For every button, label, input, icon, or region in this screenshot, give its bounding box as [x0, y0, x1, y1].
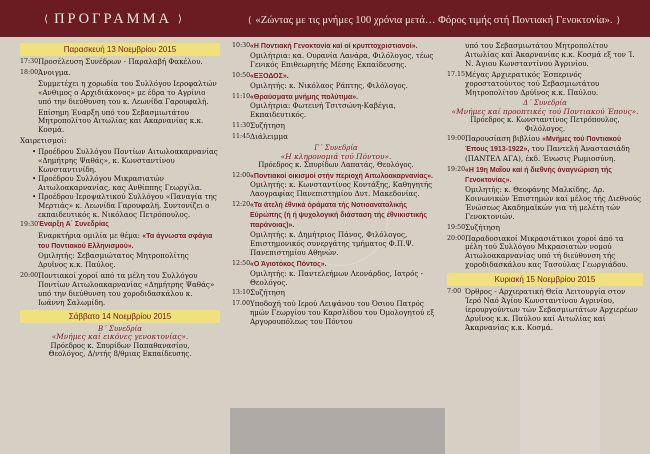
time: 17:30 — [20, 58, 39, 65]
schedule-row — [232, 72, 440, 91]
time: 7:00 — [447, 288, 462, 296]
time: 11:30 — [232, 122, 251, 130]
column-3 — [447, 42, 643, 335]
list-item-text: Προέδρου Συλλόγου Μικρασιατών Αιτωλοακαρνανίας, κας Ανθίππης Γεωργίλα. — [38, 173, 202, 192]
time: 19:30 — [20, 221, 39, 229]
session-title: «Μνήμες καί προοπτικές τού Ποντιακού Έπους». — [451, 106, 639, 116]
session-chair: Πρόεδρος κ. Σπυρίδων Λαπατάς, Θεολόγος. — [258, 161, 414, 170]
speaker: Ομιλητής: κ. Δημήτριος Πάνος, Φιλόλογος, Επιστημονικός συνεργάτης τμήματος Φ.Π.Ψ. Πανεπιστημίου Αθηνών. — [250, 230, 414, 257]
book-title: «Μνήμες τού Ποντιακού Έπους 1913-1922», — [465, 136, 622, 154]
session-chair-role: Φιλόλογος. — [524, 124, 566, 133]
session-label: Δ΄ Συνεδρία — [523, 99, 567, 108]
event-text: Συζήτηση — [250, 121, 285, 131]
schedule-row — [447, 71, 643, 98]
bullet-icon: • — [32, 191, 37, 201]
talk-title: «ΕΞΟΔΟΣ». — [250, 72, 289, 80]
ornament-right: ⟩ — [177, 13, 182, 25]
time: 12:50 — [232, 259, 251, 267]
time: 11:45 — [232, 133, 251, 141]
session-chair: Πρόεδρος κ. Κωνσταντίνος Πετρόπουλος, — [470, 116, 620, 125]
schedule-row — [232, 42, 440, 70]
schedule-row — [447, 224, 643, 233]
day-sunday: Κυριακή 15 Νοεμβρίου 2015 — [447, 273, 643, 286]
event-text: Ποντιακοί χοροί από τα μέλη του Συλλόγου Ποντίων Αιτωλοακαρνανίας «Δημήτρης Ψαθάς» υπό την διεύθυνση του χοροδιδασκάλου κ. Ιωάννη Σαλωμίδη. — [38, 270, 215, 307]
schedule-row — [232, 289, 440, 298]
schedule-row — [232, 172, 440, 200]
talk-title: «Η 19η Μαΐου καί ή διεθνής άναγνώριση τής Γενοκτονίας». — [465, 167, 612, 185]
time: 19:20 — [447, 166, 466, 174]
time: 12:00 — [232, 171, 251, 179]
session-title: «Μνήμες καί εικόνες γενοκτονίας». — [51, 332, 189, 342]
paragraph: υπό του Σεβασμιωτάτου Μητροπολίτου Αιτωλίας καί Άκαρνανίας κ.κ. Κοσμά εξ τον Ί. Ν. Άγιου Κωνσταντίνου Άγρινίου. — [465, 41, 635, 68]
time: 11:10 — [232, 92, 251, 100]
talk-title: «Θραύσματα μνήμης πολύτιμα». — [250, 93, 358, 101]
ornament-right: ⟩ — [616, 14, 621, 25]
list-item-text: Προέδρου Ιεροψαλτικού Συλλόγου «Παναγία της Μερτιάς» κ. Λεωνίδα Γαρουφαλή. Συντονίζει ο εκπαιδευτικός κ. Νικόλαος Πετρόπουλος. — [38, 191, 217, 219]
session-label: Γ΄ Συνεδρία — [314, 144, 358, 153]
speaker: Ομιλήτρια: Φωτεινή Τσιτσώνη-Καβέγια, Εκπαιδευτικός. — [250, 101, 396, 120]
ornament-left: ⟨ — [247, 14, 252, 25]
background-footer-graphic — [230, 408, 445, 454]
session-label: Β΄ Συνεδρία — [98, 324, 142, 333]
schedule-row — [20, 69, 220, 78]
schedule-row — [447, 235, 643, 271]
time: 20:00 — [447, 234, 466, 242]
schedule-row — [20, 272, 220, 308]
time: 19:00 — [447, 135, 466, 143]
time: 20:00 — [20, 271, 39, 279]
paragraph — [38, 232, 220, 252]
speaker: Ομιλητής: Σεβασμιώτατος Μητροπολίτης Δρυϊνος κ.κ. Παύλος. — [38, 251, 189, 270]
tagline-text: «Ζώντας με τις μνήμες 100 χρόνια μετά… Φόρος τιμής στή Ποντιακή Γενοκτονία». — [255, 14, 613, 26]
tagline — [222, 11, 646, 29]
talk-title: «Ποντιακοί οικισμοί στήν περιοχή Αιτωλοακαρνανίας». — [250, 172, 433, 180]
talk-title: «Τα άγνωστα σφάγια του Ποντιακού Ελληνισμού». — [38, 233, 213, 251]
talk-title: «Η Ποντιακή Γενοκτονία καί οί κρυπτοχριστιανοί». — [250, 43, 418, 50]
session-title: «Η κληρονομιά τού Πόντου». — [280, 151, 392, 161]
speaker: Ομιλήτρια: κα. Ουρανία Λανάρα, Φιλόλογος, τέως Γενικός Επιθεωρητής Μέσης Εκπαίδευσης. — [250, 50, 434, 69]
event-text: Υποδοχή τού Ιερού Λειψάνου του Όσιου Πατρός ημών Γεωργίου του Καρσλίδου του Όμολογητού εξ Αργυρουπόλεως του Πόντου — [250, 299, 435, 327]
column-2 — [232, 42, 440, 329]
schedule-row — [20, 58, 220, 67]
schedule-row — [232, 122, 440, 131]
speaker: Ομιλητής: κ. Νικόλαος Ράπτης, Φιλόλογος. — [250, 80, 408, 90]
session-chair: Πρόεδρος κ. Σπυρίδων Παπαθανασίου, — [50, 341, 190, 350]
event-text: Άνοιγμα. — [38, 67, 71, 77]
schedule-row — [232, 201, 440, 257]
day-saturday: Σάββατο 14 Νοεμβρίου 2015 — [20, 310, 220, 323]
header-bar — [0, 0, 650, 37]
schedule-row — [232, 93, 440, 121]
paragraph: Επίσημη Έναρξη υπό του Σεβασμιωτάτου Μητροπολίτου Αιτωλίας και Ακαρνανίας κ.κ. Κοσμά. — [38, 107, 204, 135]
time: 10:30 — [232, 42, 251, 49]
list-item-text: Προέδρου Συλλόγου Ποντίων Αιτωλοακαρνανίας «Δημήτρης Ψαθάς», κ. Κωνσταντίνου Κωνσταντινίδη. — [38, 147, 218, 174]
list-item — [32, 193, 220, 220]
speaker: Ομιλητής: κ. Παντελεήμων Λεονάρδος, Ιατρός - Θεολόγος. — [250, 268, 424, 287]
speaker: Όμιλητής: κ. Θεοφάνης Μαλκίδης, Δρ. Κοινωνικών Έπιστημών καί μέλος τής Διεθνούς Ένώσεως Ακαδημαϊκών για τή μελέτη τών Γενοκτονιών. — [465, 184, 641, 221]
session-heading: Έναρξη Α΄ Συνεδρίας — [38, 221, 109, 229]
schedule-row — [20, 221, 220, 230]
book-author: του Παντελή Άναστασιάδη (ΠΑΝΤΕΛ ΑΓΑ), έκδ. Ένωσις Ρωμιοσύνη. — [465, 144, 630, 164]
ornament-left: ⟨ — [44, 13, 49, 25]
program-title-text: ΠΡΟΓΡΑΜΜΑ — [54, 10, 172, 27]
time: 17.15 — [447, 70, 466, 78]
schedule-row — [232, 133, 440, 142]
list-item — [32, 175, 220, 193]
day-friday: Παρασκευή 13 Νοεμβρίου 2015 — [20, 43, 220, 56]
talk-title: «Ο Άγιοτόκος Πόντος». — [250, 260, 327, 268]
event-text: Συζήτηση — [465, 222, 500, 232]
time: 13:10 — [232, 289, 251, 297]
event-text: Όρθρος - Αρχιερατική Θεία Λειτουργία στον Ίερό Ναό Άγίου Κωνσταντίνου Αγρινίου, ίερουργούντων τών Σεβασμιωτάτων Αρχιερέων Δρυϊνος κ.κ. Παύλου καί Αιτωλίας καί Άκαρνανίας κ.κ. Κοσμά. — [465, 287, 638, 332]
time: 18:00 — [20, 68, 39, 76]
speaker: Ομιλητής: κ. Κωνσταντίνος Κοντάξης, Καθηγητής Λαογραφίας Πανεπιστημίου Δυτ. Μακεδονίας. — [250, 180, 433, 199]
book-intro: Παρουσίαση βιβλίου — [465, 134, 543, 144]
event-text: Συζήτηση — [250, 288, 285, 298]
column-1 — [20, 42, 220, 361]
greetings-label: Χαιρετισμοί: — [20, 136, 67, 146]
time: 12:20 — [232, 201, 251, 209]
schedule-row — [232, 300, 440, 327]
time: 19:50 — [447, 223, 466, 231]
schedule-row — [447, 288, 643, 333]
schedule-row — [232, 260, 440, 288]
event-text: Μέγας Αρχιερατικός Έσπερινός χοροστατούντος τού Σεβασμιωτάτου Μητροπολίτου Δρύϊνος κ.κ. Παύλου. — [465, 69, 600, 97]
event-text: Προσέλευση Συνέδρων - Παραλαβή Φακέλου. — [38, 57, 203, 66]
list-item — [32, 148, 220, 175]
bullet-icon: • — [32, 147, 37, 157]
schedule-row — [447, 166, 643, 221]
session-chair-role: Θεολόγος, Δ/ντής 8/θμιας Εκπαίδευσης. — [48, 350, 192, 359]
bullet-icon: • — [32, 173, 37, 183]
event-text: Διάλειμμα — [250, 132, 288, 142]
time: 17.00 — [232, 300, 251, 308]
event-text: Παραδοσιακοί Μικρασιάτικοι χοροί άπό τα μέλη τού Συλλόγου Μικρασιατών νομού Αιτωλοακαρνανίας υπό τή διεύθυνση τής χοροδιδασκάλου κας Τασούλας Γεωργιάδου. — [465, 233, 628, 270]
talk-title: «Τα άτελή έθνικά όράματα τής Νοτιοανατολικής Εύρώπης (ή ή ψυχολογική διάσταση τής έθνικιστικής παράνοιας)». — [250, 202, 428, 230]
program-title — [8, 9, 218, 29]
paragraph: Συμμετέχει η χορωδία του Συλλόγου Ιεροφαλτών «Ανθιμος ο Αρχιδιάκονος» με έδρα το Αγρίνιο υπό την διεύθυνση του κ. Λεωνίδα Γαρουφαλή. — [38, 78, 217, 106]
topic-label: Εναρκτήρια ομιλία με θέμα: — [38, 231, 143, 241]
time: 10:50 — [232, 71, 251, 79]
schedule-row — [447, 135, 643, 164]
